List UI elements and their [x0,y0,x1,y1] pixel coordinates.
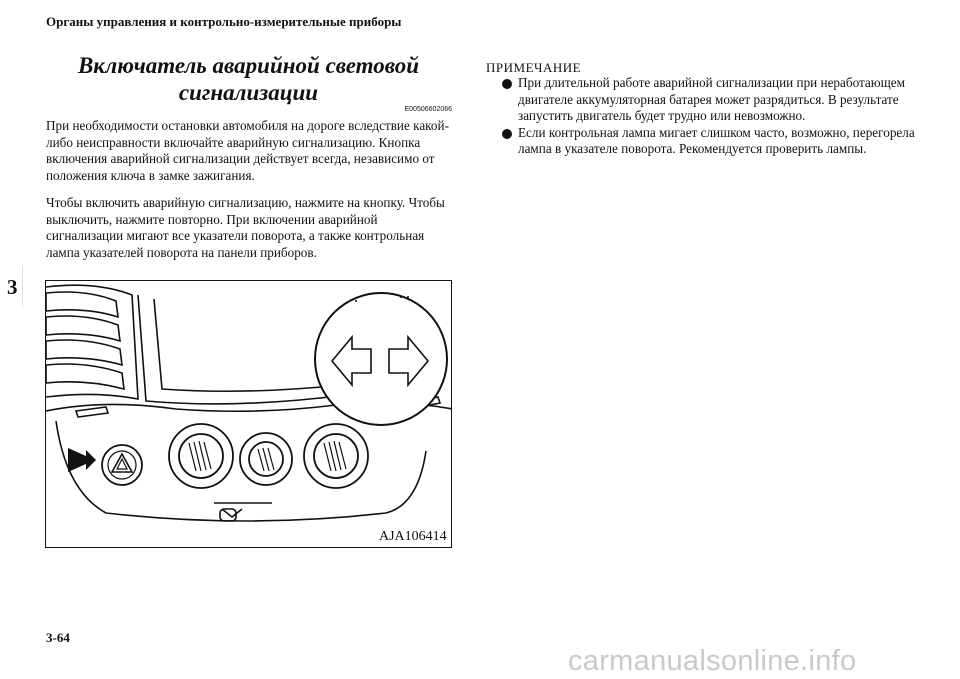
dashboard-drawing [46,281,452,548]
note-list [500,75,920,158]
note-item: При длительной работе аварийной сигнализации при неработающем двигателе аккумуляторная батарея может разрядиться. В результате запустить двигатель будет трудно или невозможно. [500,75,920,125]
paragraph-1: При необходимости остановки автомобиля на дороге вследствие какой-либо неисправности включайте аварийную сигнализацию. Кнопка включения аварийной сигнализации действует всегда, независимо от положения ключа в замке зажигания. [46,118,449,183]
watermark: carmanualsonline.info [568,645,857,677]
bullet-icon [502,79,512,89]
chapter-number: 3 [7,275,18,299]
section-header: Органы управления и контрольно-измерительные приборы [46,14,402,29]
page-number: 3-64 [46,630,70,645]
note-title: ПРИМЕЧАНИЕ [486,60,582,75]
hazard-button-drawing [102,445,142,485]
page-title: Включатель аварийной световой сигнализации [77,53,420,105]
note-item: Если контрольная лампа мигает слишком часто, возможно, перегорела лампа в указателе поворота. Рекомендуется проверить лампы. [500,125,920,158]
bullet-icon [502,129,512,139]
hazard-switch-illustration [45,280,452,548]
section-code: E00506602066 [404,106,452,113]
paragraph-2: Чтобы включить аварийную сигнализацию, нажмите на кнопку. Чтобы выключить, нажмите повторно. При включении аварийной сигнализации мигают все указатели поворота, а также контрольная лампа указателей поворота на панели приборов. [46,195,445,260]
figure-code: AJA106414 [379,529,447,544]
